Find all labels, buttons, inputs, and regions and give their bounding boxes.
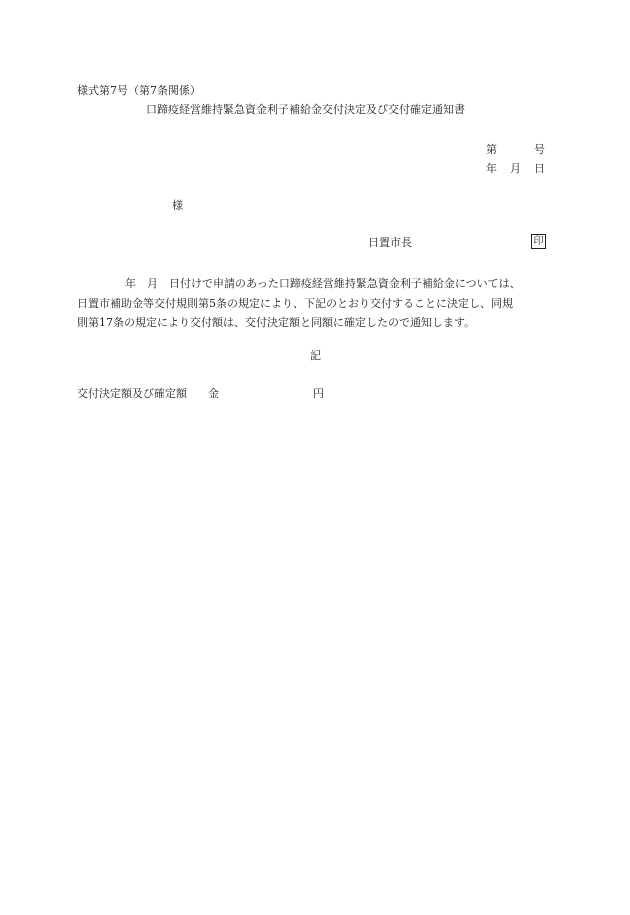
body-line-3: 則第17条の規定により交付額は、交付決定額と同額に確定したので通知します。 [77, 316, 476, 330]
amount-label: 交付決定額及び確定額 [77, 387, 187, 400]
document-title: 口蹄疫経営維持緊急資金利子補給金交付決定及び交付確定通知書 [146, 103, 465, 116]
number-prefix: 第 [486, 143, 497, 156]
number-suffix: 号 [534, 143, 545, 156]
ki-heading: 記 [310, 349, 321, 362]
amount-kin: 金 [208, 387, 219, 400]
body-line-1: 年 月 日付けで申請のあった口蹄疫経営維持緊急資金利子補給金については、 [125, 277, 521, 290]
amount-yen: 円 [313, 387, 324, 400]
issuer-name: 日置市長 [368, 236, 412, 249]
form-label: 様式第7号（第7条関係） [77, 84, 201, 97]
addressee-suffix: 様 [172, 199, 183, 212]
date-year: 年 [486, 162, 497, 175]
date-day: 日 [534, 162, 545, 175]
date-month: 月 [510, 162, 521, 175]
body-line-2: 日置市補助金等交付規則第5条の規定により、下記のとおり交付することに決定し、同規 [77, 296, 513, 310]
seal-mark: 印 [531, 234, 546, 249]
body-paragraph [77, 274, 557, 333]
